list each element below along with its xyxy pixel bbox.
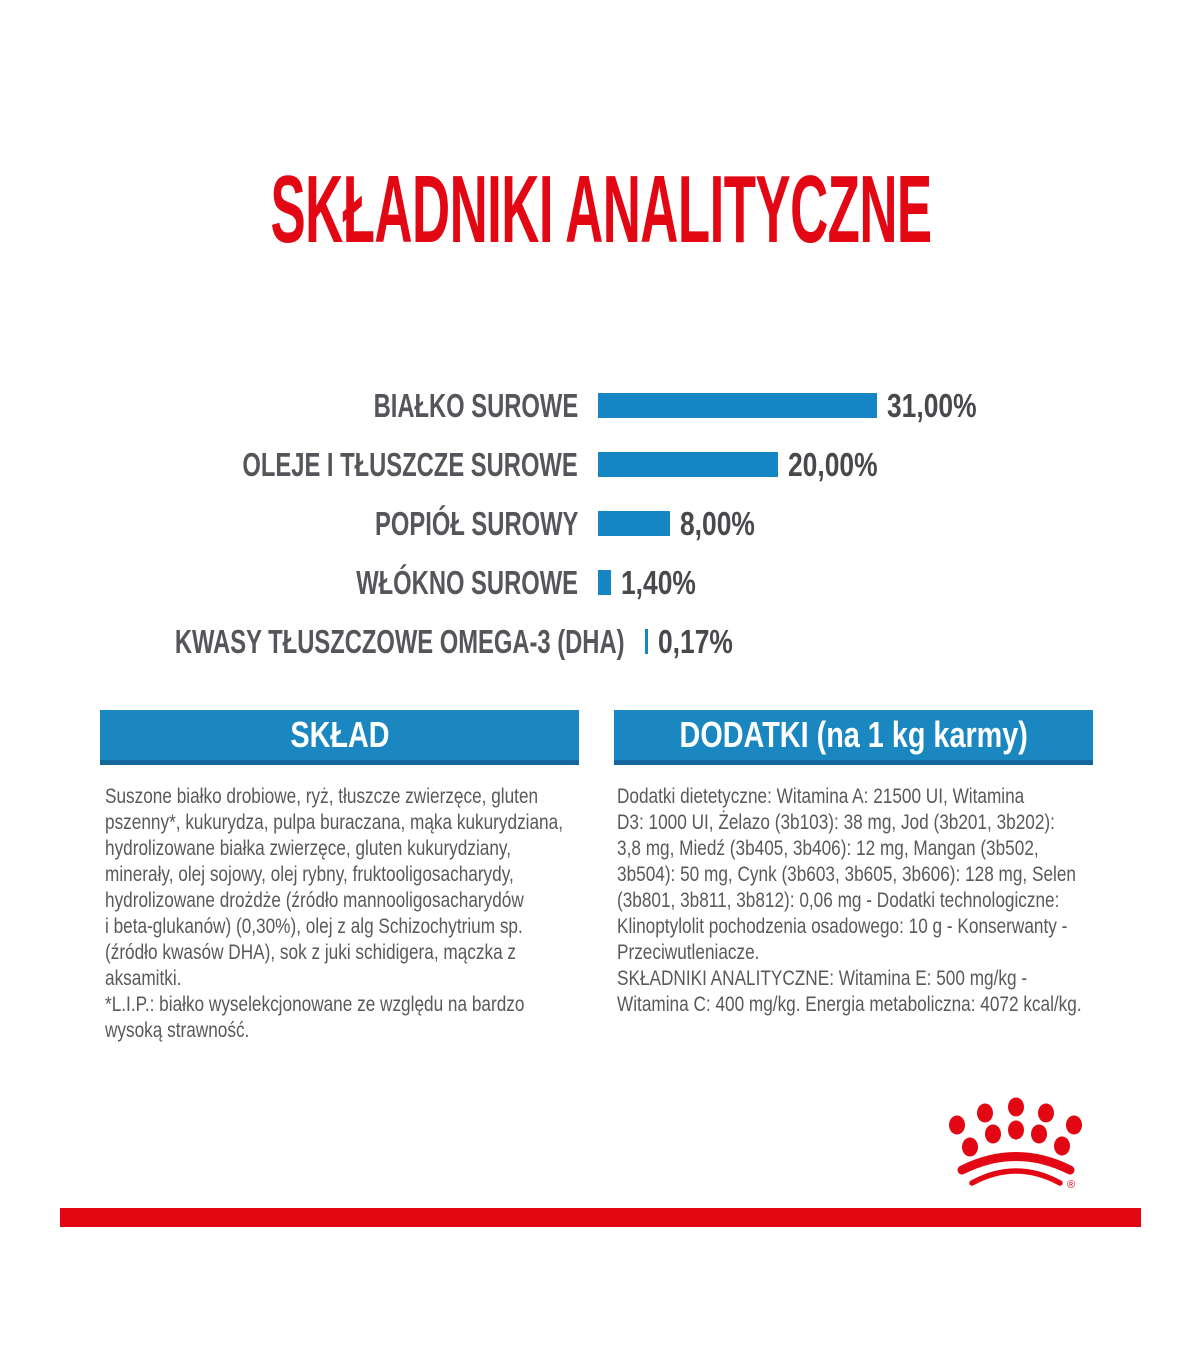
text-line — [105, 913, 585, 939]
chart-bar — [598, 511, 670, 536]
text-line-content: minerały, olej sojowy, olej rybny, fruktooligosacharydy, — [105, 862, 514, 886]
text-line — [617, 861, 1102, 887]
chart-row — [0, 376, 1100, 435]
chart-bar — [598, 393, 877, 418]
page-title — [0, 156, 1200, 263]
text-line — [105, 783, 585, 809]
text-line-content: Witamina C: 400 mg/kg. Energia metaboliczna: 4072 kcal/kg. — [617, 992, 1082, 1016]
text-line — [105, 861, 585, 887]
chart-bar — [598, 452, 778, 477]
text-line-content: SKŁADNIKI ANALITYCZNE: Witamina E: 500 mg/kg - — [617, 966, 1028, 990]
chart-row-value-cell — [621, 566, 715, 599]
text-line — [617, 965, 1102, 991]
text-line — [105, 809, 585, 835]
chart-bar — [645, 629, 648, 654]
page-title-text: SKŁADNIKI ANALITYCZNE — [270, 156, 932, 263]
text-line — [617, 809, 1102, 835]
text-line-content: *L.I.P.: białko wyselekcjonowane ze względu na bardzo — [105, 992, 525, 1016]
chart-row — [0, 553, 1100, 612]
sklad-text-column — [105, 783, 585, 1043]
chart-row-value-cell — [680, 507, 774, 540]
royal-canin-crown-logo — [948, 1096, 1098, 1196]
text-line-content: 3b504): 50 mg, Cynk (3b603, 3b605, 3b606): 128 mg, Selen — [617, 862, 1076, 886]
chart-row-label-cell — [0, 448, 578, 481]
chart-row-value: 20,00% — [788, 446, 878, 483]
text-line — [617, 835, 1102, 861]
section-header-dodatki — [614, 710, 1093, 765]
text-line — [105, 1017, 585, 1043]
chart-row-value-cell — [658, 625, 752, 658]
text-line-content: hydrolizowane drożdże (źródło mannooligosacharydów — [105, 888, 524, 912]
text-line — [105, 939, 585, 965]
section-header-sklad-text: SKŁAD — [289, 714, 390, 755]
chart-row-value: 31,00% — [887, 387, 977, 424]
chart-row-value: 1,40% — [620, 564, 696, 601]
chart-row-value: 0,17% — [657, 623, 733, 660]
chart-row-label-cell — [0, 389, 578, 422]
section-header-sklad — [100, 710, 579, 765]
dodatki-text-column — [617, 783, 1102, 1017]
registered-trademark-symbol: ® — [1067, 1179, 1076, 1191]
chart-row-label: KWASY TŁUSZCZOWE OMEGA-3 (DHA) — [174, 623, 625, 660]
chart-row-value: 8,00% — [680, 505, 755, 542]
chart-row — [0, 435, 1100, 494]
text-line — [105, 965, 585, 991]
text-line — [617, 887, 1102, 913]
chart-row-label: POPIÓŁ SUROWY — [374, 505, 578, 542]
section-header-dodatki-text: DODATKI (na 1 kg karmy) — [679, 714, 1028, 755]
chart-row-value-cell — [788, 448, 900, 481]
text-line — [617, 783, 1102, 809]
chart-row — [0, 612, 1100, 671]
text-line — [617, 939, 1102, 965]
text-line-content: pszenny*, kukurydza, pulpa buraczana, mąka kukurydziana, — [105, 810, 563, 834]
chart-bar — [598, 570, 611, 595]
crown-pearls — [949, 1098, 1082, 1157]
chart-row-label: WŁÓKNO SUROWE — [356, 564, 578, 601]
crown-base-arcs — [962, 1157, 1070, 1184]
text-line-content: aksamitki. — [105, 966, 182, 990]
footer-red-bar — [60, 1208, 1141, 1227]
chart-row-label: OLEJE I TŁUSZCZE SUROWE — [242, 446, 578, 483]
text-line-content: (źródło kwasów DHA), sok z juki schidigera, mączka z — [105, 940, 517, 964]
text-line — [105, 887, 585, 913]
text-line-content: Klinoptylolit pochodzenia osadowego: 10 g - Konserwanty - — [617, 914, 1068, 938]
chart-row-label-cell — [0, 507, 578, 540]
text-line-content: i beta-glukanów) (0,30%), olej z alg Schizochytrium sp. — [105, 914, 523, 938]
text-line-content: (3b801, 3b811, 3b812): 0,06 mg - Dodatki technologiczne: — [617, 888, 1060, 912]
text-line-content: Suszone białko drobiowe, ryż, tłuszcze zwierzęce, gluten — [105, 784, 539, 808]
text-line-content: wysoką strawność. — [105, 1018, 250, 1042]
text-line — [617, 913, 1102, 939]
chart-row-label-cell — [0, 625, 625, 658]
chart-row-label: BIAŁKO SUROWE — [373, 387, 578, 424]
text-line-content: D3: 1000 UI, Żelazo (3b103): 38 mg, Jod (3b201, 3b202): — [617, 810, 1055, 834]
chart-row-label-cell — [0, 566, 578, 599]
text-line — [105, 991, 585, 1017]
text-line — [617, 991, 1102, 1017]
text-line-content: 3,8 mg, Miedź (3b405, 3b406): 12 mg, Mangan (3b502, — [617, 836, 1039, 860]
text-line-content: Dodatki dietetyczne: Witamina A: 21500 UI, Witamina — [617, 784, 1025, 808]
text-line — [105, 835, 585, 861]
analytical-chart — [0, 376, 1100, 671]
chart-row-value-cell — [887, 389, 999, 422]
text-line-content: hydrolizowane białka zwierzęce, gluten kukurydziany, — [105, 836, 511, 860]
text-line-content: Przeciwutleniacze. — [617, 940, 760, 964]
chart-row — [0, 494, 1100, 553]
